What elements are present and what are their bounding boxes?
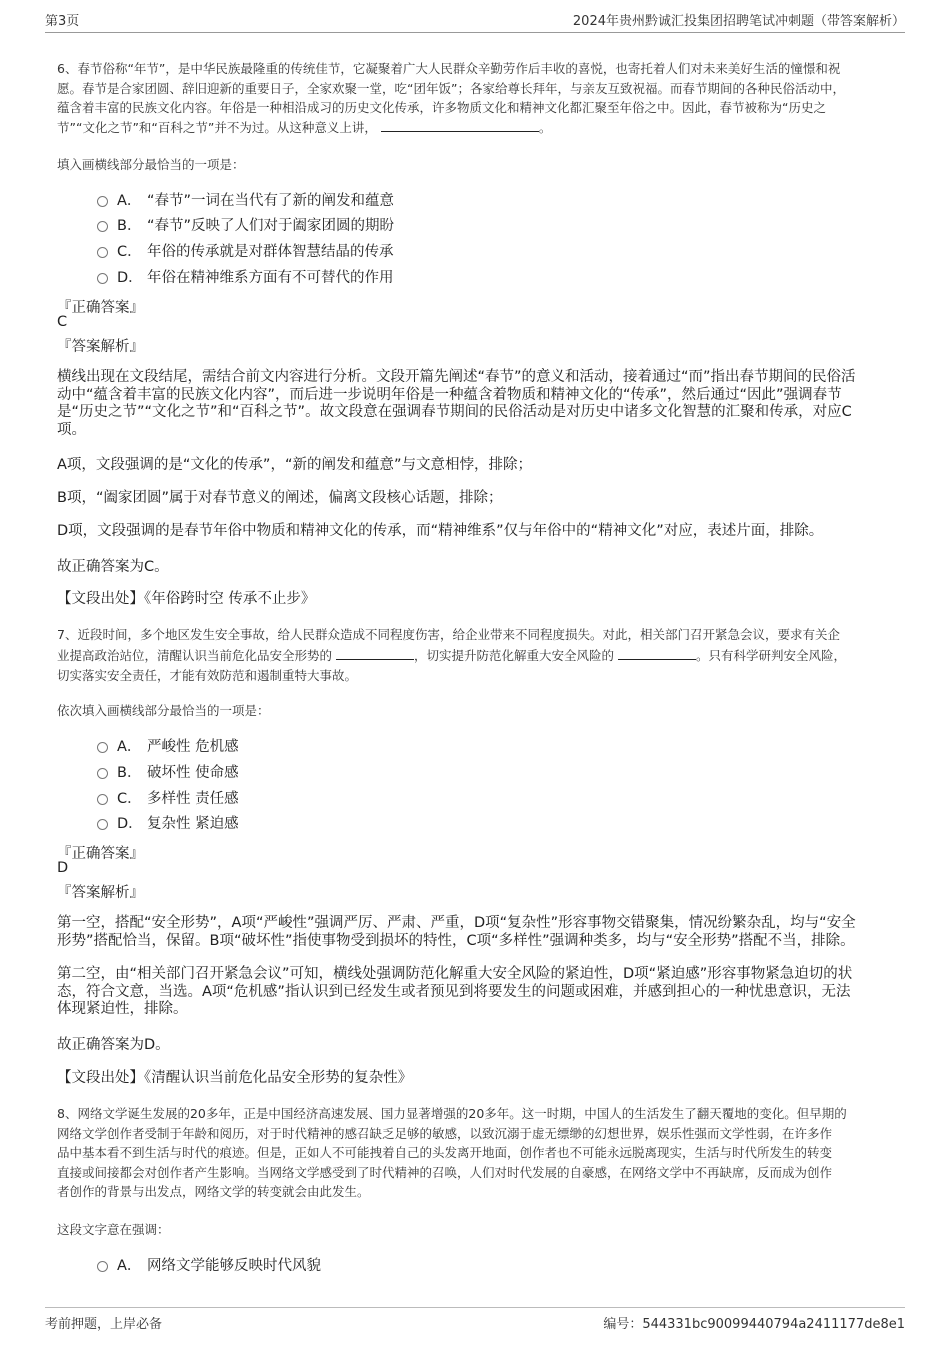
option-d[interactable]: D． 复杂性 紧迫感: [97, 812, 239, 833]
document-title: 2024年贵州黔诚汇投集团招聘笔试冲刺题（带答案解析）: [572, 14, 905, 29]
question-7-prompt: 依次填入画横线部分最恰当的一项是：: [57, 703, 270, 718]
answer-blank: [381, 119, 539, 132]
radio-button-icon[interactable]: [97, 768, 108, 779]
radio-button-icon[interactable]: [97, 273, 108, 284]
radio-button-icon[interactable]: [97, 196, 108, 207]
analysis-option-a: A项，文段强调的是“文化的传承”，“新的阐发和蕴意”与文意相悖，排除；: [57, 457, 532, 473]
footer-divider: [45, 1307, 905, 1308]
correct-answer-label: 『正确答案』: [57, 300, 144, 316]
option-a[interactable]: A． 网络文学能够反映时代风貌: [97, 1254, 321, 1275]
page-number: 第3页: [45, 14, 80, 29]
correct-answer: D: [57, 860, 69, 876]
answer-blank: [336, 647, 414, 660]
correct-answer: C: [57, 314, 68, 330]
radio-button-icon[interactable]: [97, 1261, 108, 1272]
radio-button-icon[interactable]: [97, 247, 108, 258]
option-a[interactable]: A． 严峻性 危机感: [97, 735, 239, 756]
question-7-text: 7、近段时间，多个地区发生安全事故，给人民群众造成不同程度伤害，给企业带来不同程度损失。对此，相关部门召开紧急会议，要求有关企 业提高政治站位，清醒认识当前危化品安全形势的 ，切实提升防范化解重大安全风险的 。只有科学研判安全风险， 切实落实安全责任，才能有效防范和遏制重特大事故。: [57, 627, 846, 683]
analysis-text: 横线出现在文段结尾，需结合前文内容进行分析。文段开篇先阐述“春节”的意义和活动，接着通过“而”指出春节期间的民俗活 动中“蕴含着丰富的民族文化内容”，而后进一步说明年俗是一种蕴含着物质和精神文化的“传承”，然后通过“因此”强调春节 是“历史之节”“文化之节”和“百科之节”。故文段意在强调春节期间的民俗活动是对历史中诸多文化智慧的汇聚和传承，对应C 项。: [57, 369, 856, 438]
footer-slogan: 考前押题，上岸必备: [45, 1317, 163, 1332]
conclusion: 故正确答案为C。: [57, 559, 169, 575]
option-d[interactable]: D． 年俗在精神维系方面有不可替代的作用: [97, 266, 394, 287]
analysis-label: 『答案解析』: [57, 885, 144, 901]
option-b[interactable]: B． “春节”反映了人们对于阖家团圆的期盼: [97, 214, 394, 235]
question-8-text: 8、网络文学诞生发展的20多年，正是中国经济高速发展、国力显著增强的20多年。这一时期，中国人的生活发生了翻天覆地的变化。但早期的 网络文学创作者受制于年龄和阅历，对于时代精神的感召缺乏足够的敏感，以致沉溺于虚无缥缈的幻想世界，娱乐性强而文学性弱，在许多作 品中基本看不到生活与时代的痕迹。但是，正如人不可能拽着自己的头发离开地面，创作者也不可能永远脱离现实，生活与时代所发生的转变 直接或间接都会对创作者产生影响。当网络文学感受到了时代精神的召唤，人们对时代发展的自豪感，在网络文学中不再缺席，反而成为创作 者创作的背景与出发点，网络文学的转变就会由此发生。: [57, 1106, 847, 1200]
header-divider: [45, 32, 905, 33]
radio-button-icon[interactable]: [97, 819, 108, 830]
answer-blank: [618, 647, 696, 660]
option-a[interactable]: A． “春节”一词在当代有了新的阐发和蕴意: [97, 189, 394, 210]
question-6-text: 6、春节俗称“年节”，是中华民族最隆重的传统佳节，它凝聚着广大人民群众辛勤劳作后丰收的喜悦，也寄托着人们对未来美好生活的憧憬和祝 愿。春节是合家团圆、辞旧迎新的重要日子，全家欢聚一堂，吃“团年饭”；各家给尊长拜年，与亲友互致祝福。而春节期间的各种民俗活动中， 蕴含着丰富的民族文化内容。年俗是一种相沿成习的历史文化传承，许多物质文化和精神文化都汇聚至年俗之中。因此，春节被称为“历史之 节”“文化之节”和“百科之节”并不为过。从这种意义上讲， 。: [57, 61, 845, 135]
question-8-prompt: 这段文字意在强调：: [57, 1222, 170, 1237]
analysis-option-d: D项，文段强调的是春节年俗中物质和精神文化的传承，而“精神维系”仅与年俗中的“精神文化”对应，表述片面，排除。: [57, 523, 824, 539]
option-c[interactable]: C． 多样性 责任感: [97, 787, 239, 808]
question-6-prompt: 填入画横线部分最恰当的一项是：: [57, 157, 245, 172]
analysis-label: 『答案解析』: [57, 339, 144, 355]
option-c[interactable]: C． 年俗的传承就是对群体智慧结晶的传承: [97, 240, 394, 261]
radio-button-icon[interactable]: [97, 221, 108, 232]
source: 【文段出处】《清醒认识当前危化品安全形势的复杂性》: [57, 1070, 413, 1086]
analysis-second-blank: 第二空，由“相关部门召开紧急会议”可知，横线处强调防范化解重大安全风险的紧迫性，D项“紧迫感”形容事物紧急迫切的状 态，符合文意，当选。A项“危机感”指认识到已经发生或者预见到将要发生的问题或困难，并感到担心的一种忧患意识，无法 体现紧迫性，排除。: [57, 966, 853, 1018]
radio-button-icon[interactable]: [97, 742, 108, 753]
radio-button-icon[interactable]: [97, 794, 108, 805]
analysis-first-blank: 第一空，搭配“安全形势”，A项“严峻性”强调严厉、严肃、严重，D项“复杂性”形容事物交错聚集，情况纷繁杂乱，均与“安全 形势”搭配恰当，保留。B项“破坏性”指使事物受到损坏的特性，C项“多样性”强调种类多，均与“安全形势”搭配不当，排除。: [57, 915, 856, 949]
conclusion: 故正确答案为D。: [57, 1037, 170, 1053]
document-code: 编号：544331bc90099440794a2411177de8e1: [603, 1317, 905, 1332]
analysis-option-b: B项，“阖家团圆”属于对春节意义的阐述，偏离文段核心话题，排除；: [57, 490, 503, 506]
option-b[interactable]: B． 破坏性 使命感: [97, 761, 239, 782]
source: 【文段出处】《年俗跨时空 传承不止步》: [57, 591, 316, 607]
correct-answer-label: 『正确答案』: [57, 846, 144, 862]
